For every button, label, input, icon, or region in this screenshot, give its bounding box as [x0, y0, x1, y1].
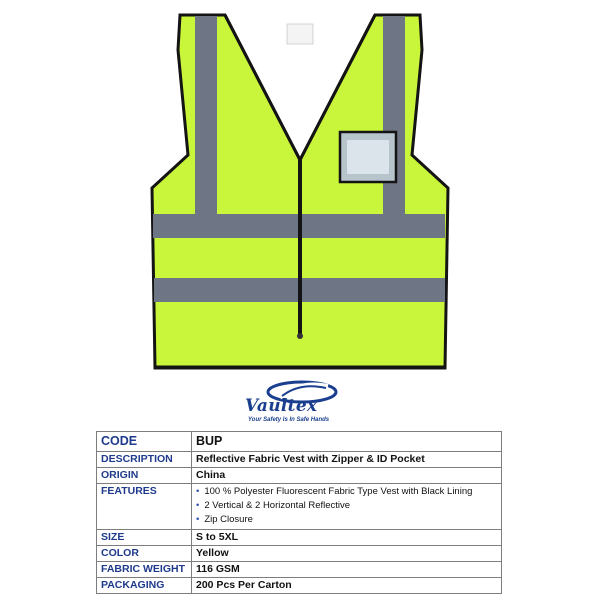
spec-value-code: BUP [192, 432, 502, 452]
brand-tagline: Your Safety Is In Safe Hands [248, 417, 330, 423]
spec-label-origin: ORIGIN [97, 468, 192, 484]
spec-label-features: FEATURES [97, 484, 192, 530]
table-row [97, 452, 502, 468]
feature-item: • Zip Closure [196, 513, 497, 527]
table-row [97, 578, 502, 594]
brand-name: Vaultex [245, 396, 318, 416]
feature-item: • 100 % Polyester Fluorescent Fabric Type Vest with Black Lining [196, 485, 497, 499]
neck-label [287, 24, 313, 44]
spec-label-packaging: PACKAGING [97, 578, 192, 594]
spec-value-origin: China [192, 468, 502, 484]
spec-label-description: DESCRIPTION [97, 452, 192, 468]
reflective-strip-upper-right [302, 214, 445, 238]
reflective-strip-left-vertical [195, 16, 217, 214]
spec-value-features [192, 484, 502, 530]
spec-value-size: S to 5XL [192, 530, 502, 546]
reflective-strip-lower-left [154, 278, 298, 302]
table-row [97, 484, 502, 530]
spec-table [96, 431, 502, 594]
spec-label-code: CODE [97, 432, 192, 452]
table-row [97, 468, 502, 484]
zipper-pull [297, 333, 303, 339]
table-row [97, 530, 502, 546]
safety-vest-image [140, 10, 460, 375]
spec-value-description: Reflective Fabric Vest with Zipper & ID Pocket [192, 452, 502, 468]
reflective-strip-right-vertical [383, 16, 405, 214]
reflective-strip-lower-right [302, 278, 445, 302]
spec-label-color: COLOR [97, 546, 192, 562]
table-row [97, 432, 502, 452]
spec-label-size: SIZE [97, 530, 192, 546]
reflective-strip-upper-left [153, 214, 298, 238]
spec-value-color: Yellow [192, 546, 502, 562]
spec-label-fabric-weight: FABRIC WEIGHT [97, 562, 192, 578]
feature-item: • 2 Vertical & 2 Horizontal Reflective [196, 499, 497, 513]
features-list [196, 485, 497, 527]
table-row [97, 562, 502, 578]
spec-value-packaging: 200 Pcs Per Carton [192, 578, 502, 594]
table-row [97, 546, 502, 562]
spec-value-fabric-weight: 116 GSM [192, 562, 502, 578]
